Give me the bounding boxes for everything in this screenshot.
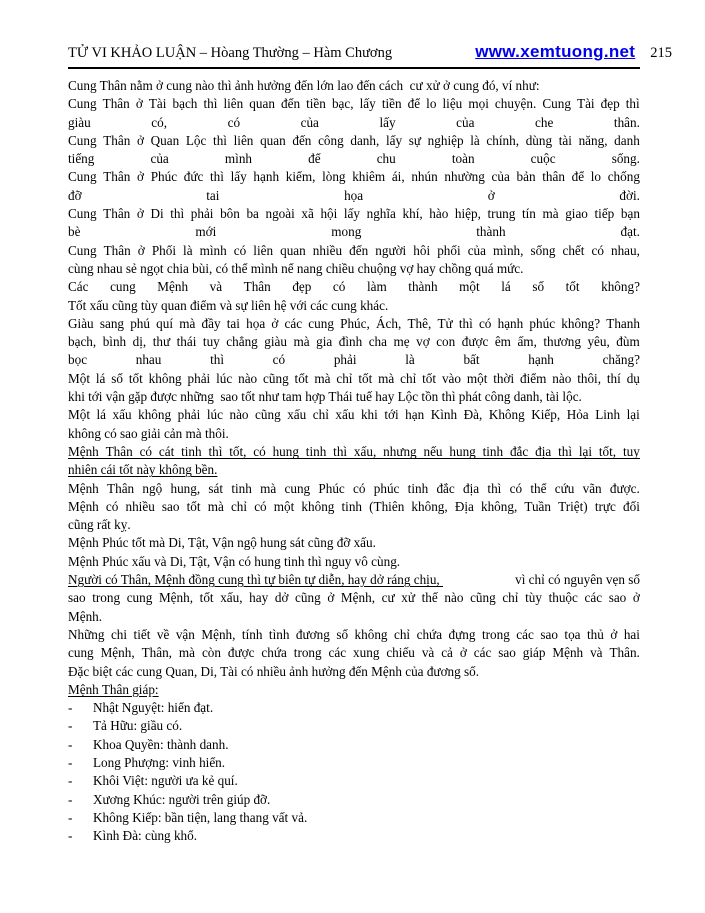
list-item-text: Tả Hữu: giầu có.	[93, 718, 183, 734]
text-line: Cung Thân ở Phúc đức thì lấy hạnh kiểm, lòng khiêm ái, nhún nhường của bản thân để lo chống	[68, 169, 640, 185]
website-link[interactable]: www.xemtuong.net	[475, 42, 636, 61]
page-header	[68, 42, 672, 62]
text-line: Cung Thân ở Di thì phải bôn ba ngoài xã hội lấy nghĩa khí, hào hiệp, trung tín mà giao tiếp bạn	[68, 206, 640, 222]
list-item	[68, 809, 640, 827]
list-dash: -	[68, 809, 73, 825]
list-item-text: Long Phượng: vinh hiển.	[93, 754, 226, 770]
list-item	[68, 754, 640, 772]
text-line: Mệnh Thân có cát tinh thì tốt, có hung tinh thì xấu, nhưng nếu hung tinh đắc địa thì lại tốt, tuy	[68, 443, 640, 461]
page-number: 215	[650, 45, 672, 61]
text-line: Người có Thân, Mệnh đồng cung thì tự biên tự diễn, hay dở ráng chịu, vì chỉ có nguyên vẹn số	[68, 572, 640, 588]
list-item-text: Kình Đà: cùng khổ.	[93, 828, 198, 844]
header-title: TỬ VI KHẢO LUẬN – Hòang Thường – Hàm Chương	[68, 45, 393, 61]
text-line: khi tới vận gặp được những sao tốt như tam hợp Thái tuế hay Lộc tồn thì phát công danh, tài lộc.	[68, 389, 582, 405]
list-dash: -	[68, 828, 73, 844]
text-line: Mệnh Phúc xấu và Di, Tật, Vận có hung tinh thì nguy vô cùng.	[68, 553, 401, 569]
text-line: tiếng của mình để chu toàn cuộc sống.	[68, 151, 640, 167]
list-item-text: Khoa Quyền: thành danh.	[93, 736, 229, 752]
text-line: Cung Thân nằm ở cung nào thì ảnh hưởng đến lớn lao đến cách cư xử ở cung đó, ví như:	[68, 78, 540, 93]
text-line: giàu có, có của lấy của che thân.	[68, 114, 640, 130]
text-line: Cung Thân ở Quan Lộc thì liên quan đến công danh, lấy sự nghiệp là chính, dùng tài năng, danh	[68, 132, 640, 148]
text-line: cũng rất kỵ.	[68, 517, 131, 533]
text-line: Cung Thân ở Tài bạch thì liên quan đến tiền bạc, lấy tiền để lo liệu mọi chuyện. Cung Tài đẹp thì	[68, 96, 640, 112]
list-item	[68, 791, 640, 809]
text-line: cùng nhau sẻ ngọt chia bùi, có thể mình nể nang chiều chuộng vợ hay chồng quá mức.	[68, 260, 524, 276]
text-line: nhiên cái tốt này không bền.	[68, 462, 218, 478]
header-right	[475, 42, 672, 62]
text-line: Cung Thân ở Phối là mình có liên quan nhiều đến người hôi phối của mình, sống chết có nhau,	[68, 242, 640, 258]
text-line: Mệnh Phúc tốt mà Di, Tật, Vận ngộ hung sát cũng đỡ xấu.	[68, 535, 376, 551]
list-dash: -	[68, 718, 73, 734]
list-dash: -	[68, 773, 73, 789]
text-line: Mệnh có nhiều sao tốt mà chỉ có một không tinh (Thiên không, Địa không, Tuần Triệt) trực đối	[68, 498, 640, 514]
text-line: Tốt xấu cũng tùy quan điểm và sự liên hệ với các cung khác.	[68, 297, 389, 313]
text-line: Một lá số tốt không phải lúc nào cũng tốt mà chỉ tốt mà chỉ tốt vào một thời điểm nào thôi, thí dụ	[68, 370, 640, 386]
list-dash: -	[68, 754, 73, 770]
text-line: Đặc biệt các cung Quan, Di, Tài có nhiều ảnh hưởng đến Mệnh của đương số.	[68, 663, 480, 679]
text-line: sao trong cung Mệnh, tốt xấu, hay dở cũng ở Mệnh, cư xử thế nào cũng chỉ tùy thuộc các sao ở	[68, 590, 640, 606]
text-line: bọc nhau thì có phải là bất hạnh chăng?	[68, 352, 640, 368]
text-line: Mệnh.	[68, 608, 103, 624]
list-item	[68, 827, 640, 845]
text-line: Mệnh Thân giáp:	[68, 681, 159, 697]
list-item	[68, 772, 640, 790]
text-line: không có sao giải cản mà thôi.	[68, 425, 229, 441]
text-line: bè mới mong thành đạt.	[68, 224, 640, 240]
list-dash: -	[68, 736, 73, 752]
text-line: cung Mệnh, Thân, mà còn được chứa trong các xung chiếu và cả ở các sao giáp Mệnh và Thân.	[68, 645, 640, 661]
text-line: đỡ tai họa ở đời.	[68, 187, 640, 203]
text-line: Một lá xấu không phải lúc nào cũng xấu chỉ xấu khi tới hạn Kình Đà, Không Kiếp, Hỏa Linh lại	[68, 407, 640, 423]
text-line: Những chi tiết về vận Mệnh, tính tình đương số không chỉ chứa đựng trong các sao tọa thủ ở hai	[68, 626, 640, 642]
list-item-text: Xương Khúc: người trên giúp đỡ.	[93, 791, 271, 807]
list-item-text: Không Kiếp: bần tiện, lang thang vất vả.	[93, 809, 308, 825]
text-line: Giàu sang phú quí mà đầy tai họa ở các cung Phúc, Ách, Thê, Tử thì có hạnh phúc không? Thanh	[68, 315, 640, 331]
header-divider	[68, 67, 640, 69]
page-body	[68, 77, 640, 845]
list-item	[68, 736, 640, 754]
list-item	[68, 699, 640, 717]
text-line: Mệnh Thân ngộ hung, sát tinh mà cung Phúc có phúc tinh đắc địa thì có thể cứu vãn được.	[68, 480, 640, 496]
list-item-text: Nhật Nguyệt: hiển đạt.	[93, 700, 214, 716]
list-dash: -	[68, 700, 73, 716]
text-line: Các cung Mệnh và Thân đẹp có làm thành một lá số tốt không?	[68, 279, 640, 295]
text-line: bạch, bình dị, thư thái tuy chẳng giàu mà gia đình cha mẹ vợ con được êm ấm, thương yêu, đùm	[68, 334, 640, 350]
list-dash: -	[68, 791, 73, 807]
list-item	[68, 717, 640, 735]
list-item-text: Khôi Việt: người ưa kẻ quí.	[93, 773, 238, 789]
